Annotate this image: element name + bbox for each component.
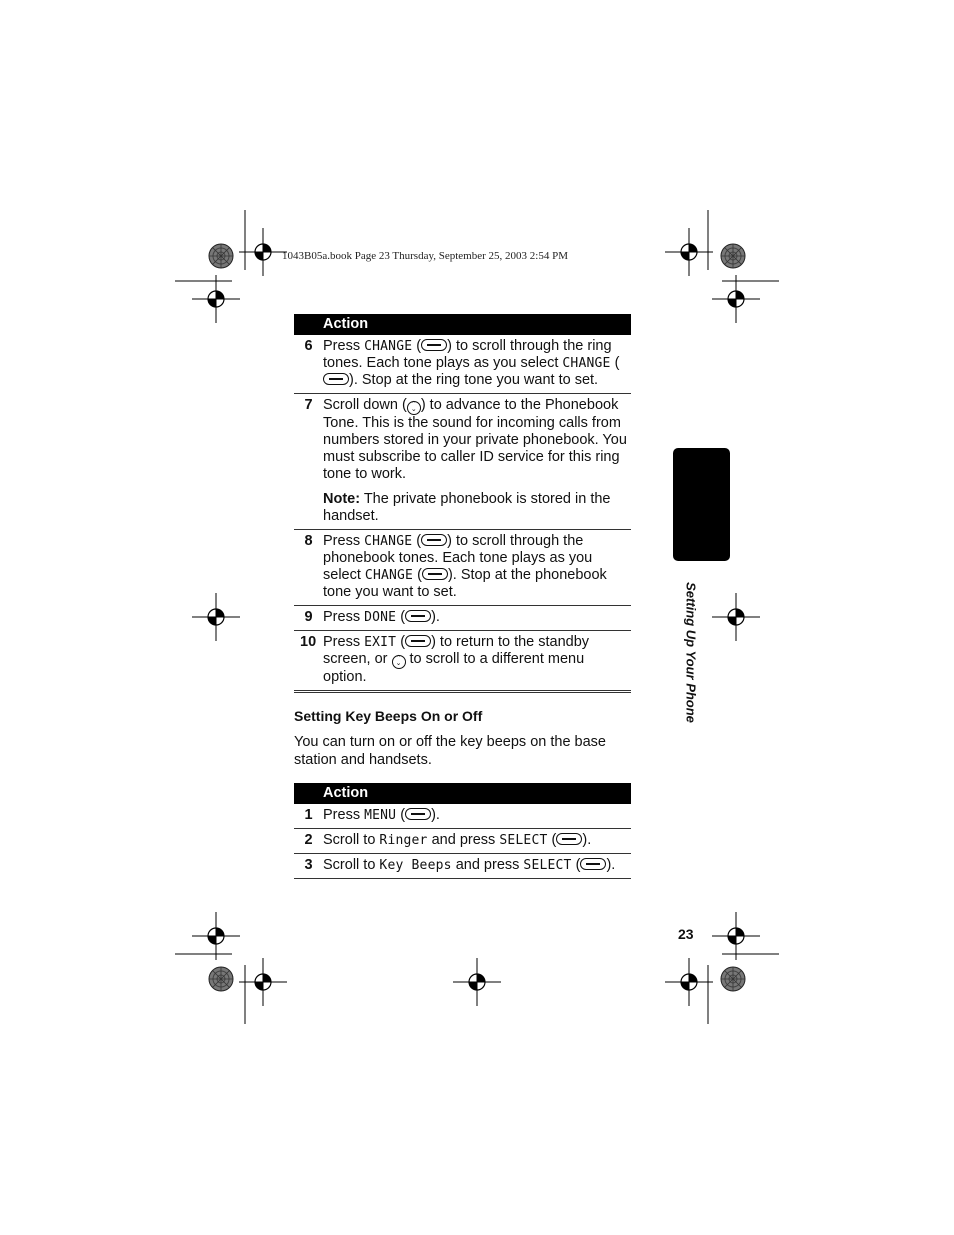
soft-key-icon: [405, 610, 431, 622]
step-number: 1: [304, 807, 313, 823]
table-row: [294, 804, 631, 829]
step-number: 8: [304, 533, 313, 549]
step-text: Press CHANGE ( ) to scroll through the phonebook tones. Each tone plays as you select CHANGE ( ). Stop at the phonebook tone you want to set.: [323, 533, 607, 600]
lcd-label: EXIT: [364, 635, 397, 650]
lcd-label: CHANGE: [364, 534, 413, 549]
table-row: [294, 854, 631, 879]
step-text: Press DONE ( ).: [323, 609, 440, 625]
table-row: [294, 829, 631, 854]
table-row: [294, 530, 631, 606]
soft-key-icon: [405, 635, 431, 647]
table-row: [294, 631, 631, 693]
step-number: 3: [304, 857, 313, 873]
scroll-key-icon: ⌃ ⌄: [407, 401, 421, 415]
lcd-label: MENU: [364, 808, 397, 823]
soft-key-icon: [323, 373, 349, 385]
lcd-label: CHANGE: [364, 339, 413, 354]
lcd-label: SELECT: [499, 833, 548, 848]
table-row: [294, 394, 631, 530]
step-number: 2: [304, 832, 313, 848]
soft-key-icon: [405, 808, 431, 820]
page-number: 23: [678, 926, 694, 942]
action-table-1: [294, 314, 631, 693]
step-text: Scroll to Key Beeps and press SELECT ( ).: [323, 857, 616, 873]
lcd-label: DONE: [364, 610, 397, 625]
step-text: Press CHANGE ( ) to scroll through the ring tones. Each tone plays as you select CHANGE (). Stop at the ring tone you want to set.: [323, 338, 620, 388]
side-chapter-label: Setting Up Your Phone: [683, 582, 699, 723]
step-text: Press MENU ( ).: [323, 807, 440, 823]
step-text: Scroll down ( ⌃ ⌄ ) to advance to the Phonebook Tone. This is the sound for incoming calls from numbers stored in your private phonebook. You must subscribe to caller ID service for this ring tone to work. Note: The private phonebook is stored in the handset.: [323, 397, 631, 525]
print-header: 1043B05a.book Page 23 Thursday, September 25, 2003 2:54 PM: [282, 250, 568, 262]
step-number: 10: [300, 634, 317, 650]
soft-key-icon: [421, 339, 447, 351]
soft-key-icon: [421, 534, 447, 546]
lcd-label: SELECT: [523, 858, 572, 873]
table-row: [294, 335, 631, 394]
scroll-key-icon: ⌃ ⌄: [392, 655, 406, 669]
note: Note: The private phonebook is stored in the handset.: [323, 491, 611, 524]
lcd-label: Ringer: [379, 833, 428, 848]
action-table-2: [294, 783, 631, 879]
soft-key-icon: [580, 858, 606, 870]
step-number: 7: [304, 397, 313, 413]
step-number: 9: [304, 609, 313, 625]
soft-key-icon: [556, 833, 582, 845]
step-number: 6: [304, 338, 313, 354]
step-text: Scroll to Ringer and press SELECT ( ).: [323, 832, 592, 848]
soft-key-icon: [422, 568, 448, 580]
step-text: Press EXIT ( ) to return to the standby screen, or ⌃ ⌄ to scroll to a different menu option.: [323, 634, 590, 685]
lcd-label: CHANGE: [364, 568, 414, 583]
table-row: [294, 606, 631, 631]
chapter-tab: [673, 448, 730, 561]
lcd-label: Key Beeps: [379, 858, 452, 873]
lcd-label: CHANGE: [562, 356, 611, 371]
table-header: Action: [294, 314, 631, 335]
section-paragraph: You can turn on or off the key beeps on the base station and handsets.: [294, 734, 606, 768]
table-header: Action: [294, 783, 631, 804]
section-title: Setting Key Beeps On or Off: [294, 708, 483, 724]
